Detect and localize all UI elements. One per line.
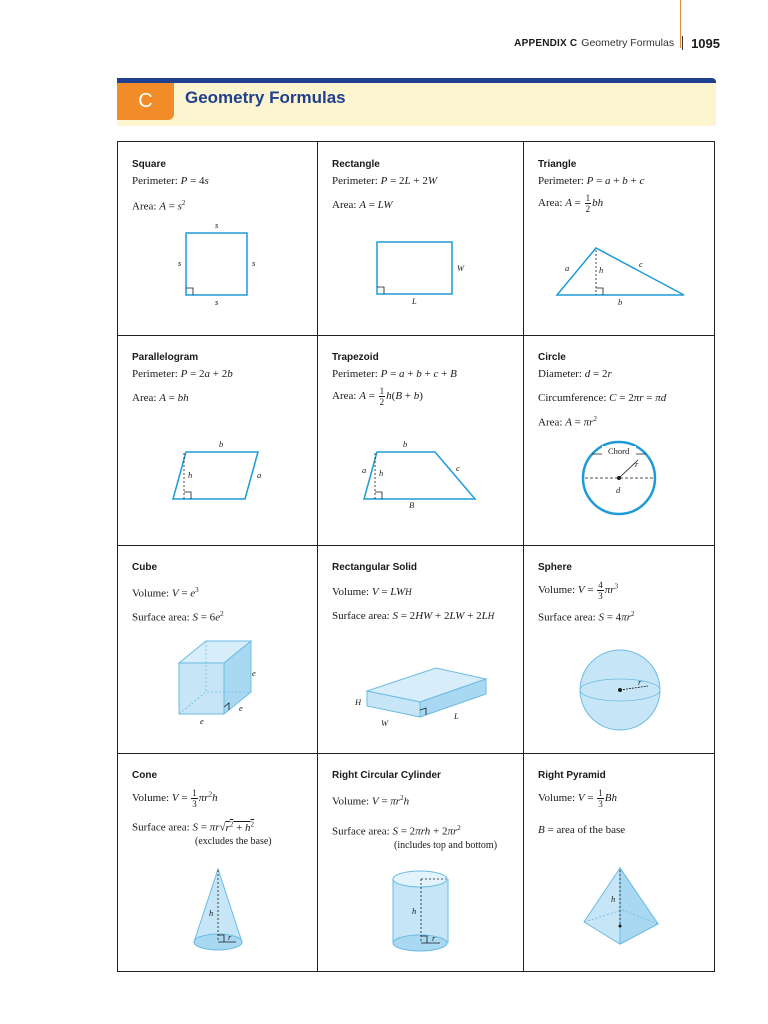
- surface-label: Surface area:: [132, 821, 190, 834]
- header-separator: [682, 36, 683, 50]
- cell-cube: [118, 546, 317, 753]
- perimeter-label: Perimeter:: [332, 368, 378, 380]
- svg-text:s: s: [215, 297, 219, 307]
- cell-rectangular-solid: [318, 546, 523, 753]
- area-formula: Area: A = bh: [132, 392, 189, 404]
- area-label: Area:: [332, 390, 357, 403]
- area-label: Area:: [132, 392, 157, 404]
- appendix-label: APPENDIX C: [514, 37, 578, 49]
- svg-text:h: h: [209, 908, 214, 918]
- surface-formula: Surface area: $S = \pi r√r^2 + h^2$: [132, 820, 255, 834]
- svg-text:e: e: [239, 703, 243, 713]
- shape-name: Rectangular Solid: [332, 562, 418, 573]
- base-definition: B = area of the base: [538, 824, 626, 836]
- rectangle-diagram: [318, 142, 523, 335]
- triangle-diagram: [524, 142, 716, 335]
- rectangular-solid-diagram: [318, 546, 523, 753]
- area-label: Area:: [332, 199, 357, 211]
- svg-text:W: W: [457, 263, 465, 273]
- surface-formula: Surface area: $S = 6e^2$: [132, 610, 224, 624]
- svg-text:e: e: [200, 716, 204, 726]
- formula-table: [117, 141, 715, 972]
- svg-text:r: r: [635, 459, 639, 469]
- shape-name: Parallelogram: [132, 352, 199, 363]
- svg-text:W: W: [381, 718, 389, 728]
- section-label: Geometry Formulas: [581, 37, 675, 49]
- svg-text:a: a: [565, 263, 570, 273]
- shape-name: Rectangle: [332, 159, 380, 170]
- area-label: Area:: [538, 197, 563, 210]
- diameter-label: Diameter:: [538, 368, 582, 380]
- circumference-label: Circumference:: [538, 392, 607, 404]
- sphere-diagram: [524, 546, 716, 753]
- volume-label: Volume:: [132, 792, 170, 805]
- diameter-formula: Diameter: d = 2r: [538, 368, 612, 380]
- running-header: [514, 36, 720, 50]
- svg-text:b: b: [219, 439, 224, 449]
- shape-name: Cube: [132, 562, 157, 573]
- shape-name: Right Pyramid: [538, 770, 606, 781]
- cell-parallelogram: [118, 336, 317, 545]
- pyramid-diagram: [524, 754, 716, 972]
- svg-text:c: c: [639, 259, 643, 269]
- volume-formula: Volume: V = $\frac{4}{3}$ $\pi r^3$: [538, 580, 619, 601]
- perimeter-label: Perimeter:: [538, 175, 584, 187]
- volume-formula: Volume: V = LWH: [332, 586, 412, 598]
- perimeter-label: Perimeter:: [132, 368, 178, 380]
- cell-cylinder: [318, 754, 523, 972]
- shape-name: Sphere: [538, 562, 572, 573]
- surface-formula: Surface area: $S = 4\pi r^2$: [538, 610, 635, 624]
- cone-note: (excludes the base): [195, 836, 272, 847]
- perimeter-formula: Perimeter: P = a + b + c: [538, 175, 645, 187]
- surface-formula: Surface area: S = 2HW + 2LW + 2LH: [332, 610, 495, 622]
- cube-diagram: [118, 546, 317, 753]
- perimeter-formula: Perimeter: P = 2L + 2W: [332, 175, 438, 187]
- area-formula: Area: A = $\frac{1}{2}$ bh: [538, 193, 604, 214]
- perimeter-formula: Perimeter: P = 4s: [132, 175, 209, 187]
- svg-text:a: a: [257, 470, 262, 480]
- svg-text:L: L: [454, 711, 459, 721]
- shape-name: Cone: [132, 770, 157, 781]
- volume-formula: Volume: V = $\frac{1}{3}$ $\pi r^2h$: [132, 788, 218, 809]
- volume-formula: Volume: V = $\frac{1}{3}$ Bh: [538, 788, 618, 809]
- cell-rectangle: [318, 142, 523, 335]
- appendix-banner: [117, 78, 716, 126]
- shape-name: Square: [132, 159, 166, 170]
- area-label: Area:: [538, 416, 563, 429]
- cell-circle: [524, 336, 716, 545]
- cell-sphere: [524, 546, 716, 753]
- volume-label: Volume:: [332, 586, 370, 598]
- svg-text:r: r: [432, 933, 436, 943]
- svg-text:d: d: [616, 485, 621, 495]
- svg-text:h: h: [611, 894, 616, 904]
- surface-label: Surface area:: [538, 611, 596, 624]
- chord-label: Chord: [608, 446, 630, 456]
- area-formula: Area: A = LW: [332, 199, 393, 211]
- perimeter-label: Perimeter:: [332, 175, 378, 187]
- svg-text:c: c: [456, 463, 460, 473]
- appendix-letter: C: [138, 90, 153, 112]
- svg-text:s: s: [252, 258, 256, 268]
- shape-name: Trapezoid: [332, 352, 379, 363]
- svg-text:h: h: [599, 265, 604, 275]
- svg-text:L: L: [412, 296, 417, 306]
- perimeter-label: Perimeter:: [132, 175, 178, 187]
- circumference-formula: Circumference: C = 2πr = πd: [538, 392, 667, 404]
- volume-label: Volume:: [538, 584, 576, 597]
- svg-text:H: H: [355, 697, 362, 707]
- cylinder-diagram: [318, 754, 523, 972]
- surface-label: Surface area:: [132, 611, 190, 624]
- volume-label: Volume:: [538, 792, 576, 805]
- cell-trapezoid: [318, 336, 523, 545]
- parallelogram-diagram: [118, 336, 317, 545]
- cone-diagram: [118, 754, 317, 972]
- perimeter-formula: Perimeter: P = 2a + 2b: [132, 368, 233, 380]
- svg-text:h: h: [412, 906, 417, 916]
- shape-name: Triangle: [538, 159, 577, 170]
- svg-text:h: h: [379, 468, 384, 478]
- volume-label: Volume:: [332, 795, 370, 808]
- svg-text:B: B: [409, 500, 415, 510]
- svg-text:r: r: [638, 677, 642, 687]
- trapezoid-diagram: [318, 336, 523, 545]
- surface-formula: Surface area: $S = 2\pi rh + 2\pi r^2$: [332, 824, 461, 838]
- svg-text:r: r: [228, 932, 232, 942]
- svg-text:s: s: [215, 220, 219, 230]
- surface-label: Surface area:: [332, 825, 390, 838]
- page-number: 1095: [691, 35, 720, 51]
- svg-text:e: e: [252, 668, 256, 678]
- cell-pyramid: [524, 754, 716, 972]
- perimeter-formula: Perimeter: P = a + b + c + B: [332, 368, 457, 380]
- shape-name: Circle: [538, 352, 566, 363]
- svg-text:h: h: [188, 470, 193, 480]
- shape-name: Right Circular Cylinder: [332, 770, 441, 781]
- surface-label: Surface area:: [332, 610, 390, 622]
- volume-formula: Volume: $V = e^3$: [132, 586, 199, 600]
- svg-text:s: s: [178, 258, 182, 268]
- volume-formula: Volume: $V = \pi r^2h$: [332, 794, 410, 808]
- area-formula: Area: A = $\frac{1}{2}$ h(B + b): [332, 386, 423, 407]
- svg-text:b: b: [403, 439, 408, 449]
- cylinder-note: (includes top and bottom): [394, 840, 498, 851]
- area-formula: Area: $A = \pi r^2$: [538, 415, 597, 429]
- volume-label: Volume:: [132, 587, 170, 600]
- area-formula: Area: $A = s^2$: [132, 199, 186, 213]
- square-diagram: [118, 142, 317, 335]
- svg-text:b: b: [618, 297, 623, 307]
- svg-text:a: a: [362, 465, 367, 475]
- circle-diagram: [524, 336, 716, 545]
- page-title: Geometry Formulas: [185, 88, 346, 107]
- cell-square: [118, 142, 317, 335]
- cell-cone: [118, 754, 317, 972]
- cell-triangle: [524, 142, 716, 335]
- area-label: Area:: [132, 200, 157, 213]
